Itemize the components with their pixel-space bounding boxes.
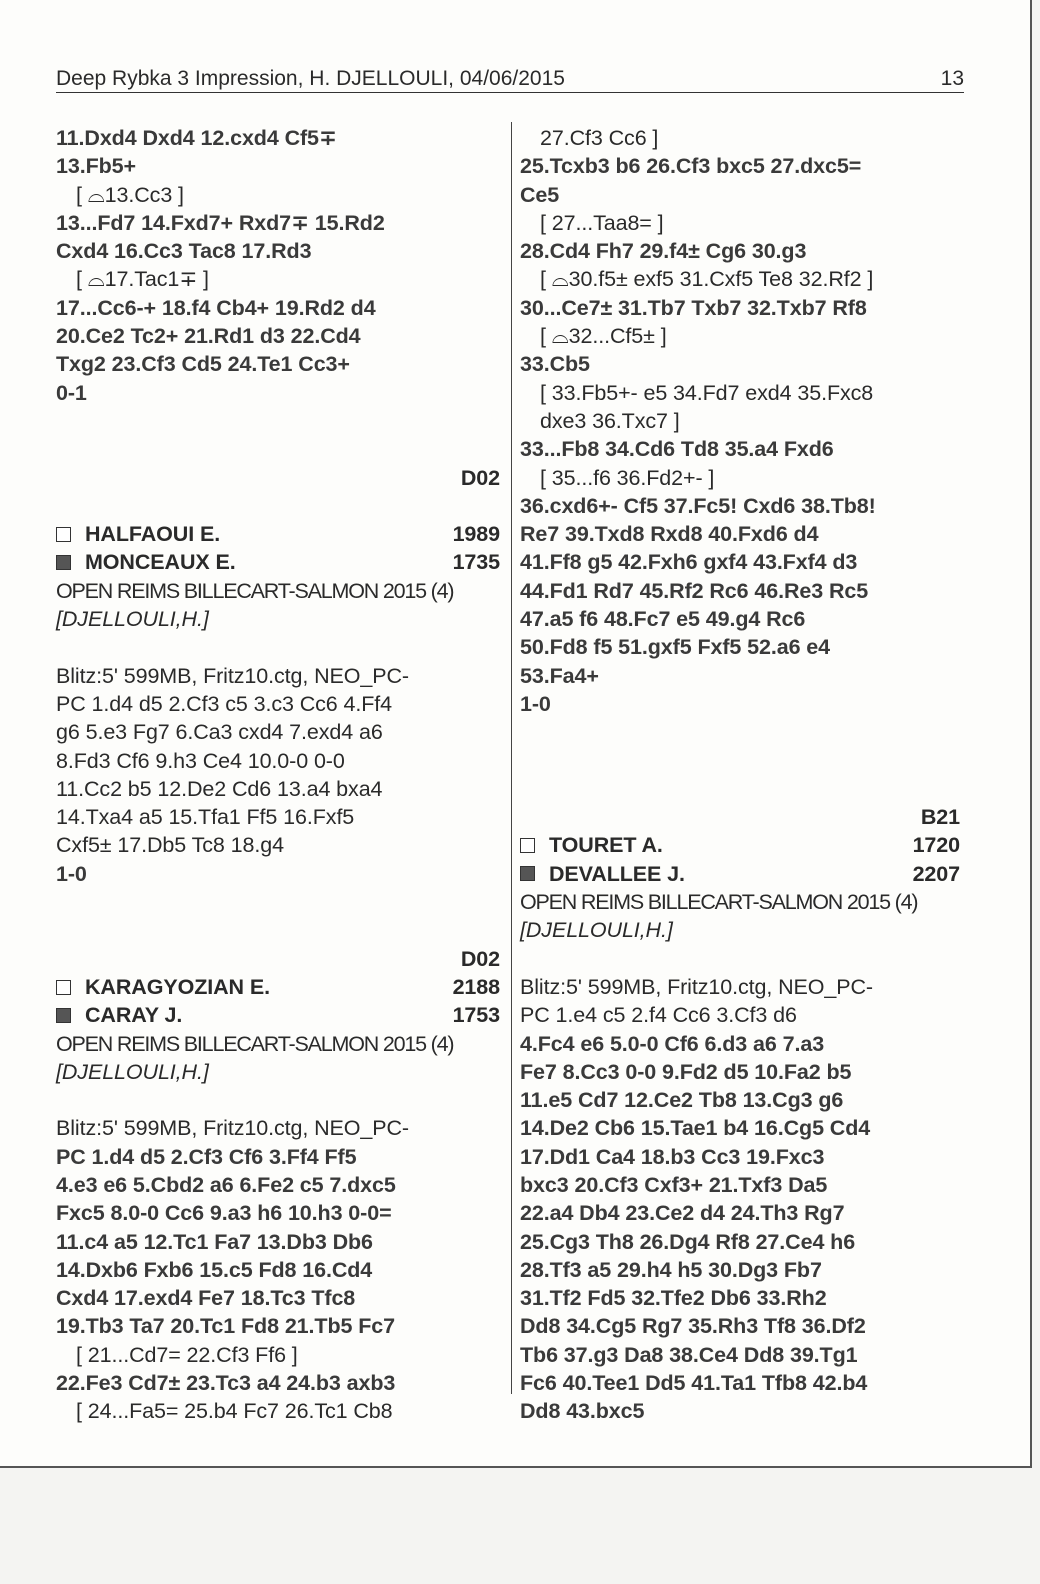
move-line: Cxd4 17.exd4 Fe7 18.Tc3 Tfc8 (56, 1286, 356, 1311)
black-player (520, 860, 960, 888)
move-line: Txg2 23.Cf3 Cd5 24.Te1 Cc3+ (56, 352, 350, 377)
move-line: 11.c4 a5 12.Tc1 Fa7 13.Db3 Db6 (56, 1229, 373, 1254)
move-line: Fxc5 8.0-0 Cc6 9.a3 h6 10.h3 0-0= (56, 1201, 392, 1226)
move-line: g6 5.e3 Fg7 6.Ca3 cxd4 7.exd4 a6 (56, 720, 383, 745)
annotator: [DJELLOULI,H.] (520, 918, 673, 943)
move-line: 22.a4 Db4 23.Ce2 d4 24.Th3 Rg7 (520, 1201, 845, 1226)
move-line: 14.Dxb6 Fxb6 15.c5 Fd8 16.Cd4 (56, 1257, 373, 1282)
game-header-karagyozian-caray (56, 945, 500, 1086)
move-line: Blitz:5' 599MB, Fritz10.ctg, NEO_PC- (56, 663, 409, 688)
move-line: 30...Ce7± 31.Tb7 Txb7 32.Txb7 Rf8 (520, 295, 867, 320)
move-line: 11.Dxd4 Dxd4 12.cxd4 Cf5∓ (56, 126, 337, 150)
white-square-icon (56, 527, 71, 542)
move-line: PC 1.d4 d5 2.Cf3 c5 3.c3 Cc6 4.Ff4 (56, 691, 393, 716)
game-result: 1-0 (520, 691, 551, 716)
move-line: 14.De2 Cb6 15.Tae1 b4 16.Cg5 Cd4 (520, 1116, 871, 1141)
left-column (56, 124, 500, 1426)
white-player-name: TOURET A. (549, 833, 663, 858)
black-player-elo: 1735 (452, 550, 500, 575)
game-result: 0-1 (56, 380, 87, 405)
header-title: Deep Rybka 3 Impression, H. DJELLOULI, 04/06/2015 (56, 67, 565, 90)
move-line: Fe7 8.Cc3 0-0 9.Fd2 d5 10.Fa2 b5 (520, 1059, 852, 1084)
variation-line: [ 35...f6 36.Fd2+- ] (540, 465, 715, 490)
move-line: 22.Fe3 Cd7± 23.Tc3 a4 24.b3 axb3 (56, 1371, 396, 1396)
variation-line: dxe3 36.Txc7 ] (540, 408, 680, 433)
variation-line: [ ⌓13.Cc3 ] (76, 182, 184, 207)
black-player-name: CARAY J. (85, 1003, 183, 1028)
black-player-name: MONCEAUX E. (85, 550, 236, 575)
move-line: 11.Cc2 b5 12.De2 Cd6 13.a4 bxa4 (56, 776, 383, 801)
white-player-elo: 1989 (452, 522, 500, 547)
move-line: Dd8 43.bxc5 (520, 1399, 645, 1424)
white-player (56, 520, 500, 548)
white-player (520, 831, 960, 859)
white-player-name: KARAGYOZIAN E. (85, 974, 270, 999)
variation-line: [ ⌓30.f5± exf5 31.Cxf5 Te8 32.Rf2 ] (540, 267, 874, 292)
move-line: 47.a5 f6 48.Fc7 e5 49.g4 Rc6 (520, 607, 806, 632)
white-player-elo: 2188 (452, 974, 500, 999)
move-line: PC 1.d4 d5 2.Cf3 Cf6 3.Ff4 Ff5 (56, 1144, 357, 1169)
event-name: OPEN REIMS BILLECART-SALMON 2015 (4) (56, 578, 454, 603)
game-moves-karagyozian-caray (56, 1114, 500, 1425)
move-line: 33.Cb5 (520, 352, 590, 377)
move-line: 33...Fb8 34.Cd6 Td8 35.a4 Fxd6 (520, 437, 834, 462)
annotator: [DJELLOULI,H.] (56, 1059, 209, 1084)
move-line: bxc3 20.Cf3 Cxf3+ 21.Txf3 Da5 (520, 1172, 828, 1197)
move-line: 19.Tb3 Ta7 20.Tc1 Fd8 21.Tb5 Fc7 (56, 1314, 395, 1339)
move-line: 36.cxd6+- Cf5 37.Fc5! Cxd6 38.Tb8! (520, 493, 876, 518)
game-moves-touret-devallee (520, 973, 960, 1426)
move-line: 50.Fd8 f5 51.gxf5 Fxf5 52.a6 e4 (520, 635, 831, 660)
move-line: 31.Tf2 Fd5 32.Tfe2 Db6 33.Rh2 (520, 1286, 827, 1311)
game-result: 1-0 (56, 861, 87, 886)
black-player-elo: 2207 (912, 861, 960, 886)
move-line: 53.Fa4+ (520, 663, 599, 688)
variation-line: 27.Cf3 Cc6 ] (540, 126, 659, 150)
move-line: 13...Fd7 14.Fxd7+ Rxd7∓ 15.Rd2 (56, 210, 385, 235)
variation-line: [ 27...Taa8= ] (540, 210, 664, 235)
game-header-halfaoui-monceaux (56, 464, 500, 634)
black-player (56, 548, 500, 576)
game-continued (520, 124, 960, 718)
move-line: 11.e5 Cd7 12.Ce2 Tb8 13.Cg3 g6 (520, 1088, 844, 1113)
move-line: 20.Ce2 Tc2+ 21.Rd1 d3 22.Cd4 (56, 324, 361, 349)
move-line: 25.Tcxb3 b6 26.Cf3 bxc5 27.dxc5= (520, 154, 862, 179)
game-moves-halfaoui-monceaux (56, 662, 500, 888)
move-line: 25.Cg3 Th8 26.Dg4 Rf8 27.Ce4 h6 (520, 1229, 856, 1254)
black-square-icon (56, 555, 71, 570)
page-header (56, 66, 964, 93)
move-line: Re7 39.Txd8 Rxd8 40.Fxd6 d4 (520, 522, 819, 547)
move-line: Blitz:5' 599MB, Fritz10.ctg, NEO_PC- (520, 974, 873, 999)
move-line: 14.Txa4 a5 15.Tfa1 Ff5 16.Fxf5 (56, 805, 355, 830)
move-line: 28.Cd4 Fh7 29.f4± Cg6 30.g3 (520, 239, 807, 264)
move-line: 41.Ff8 g5 42.Fxh6 gxf4 43.Fxf4 d3 (520, 550, 858, 575)
move-line: Cxd4 16.Cc3 Tac8 17.Rd3 (56, 239, 312, 264)
move-line: Tb6 37.g3 Da8 38.Ce4 Dd8 39.Tg1 (520, 1342, 858, 1367)
black-player (56, 1001, 500, 1029)
move-line: 4.e3 e6 5.Cbd2 a6 6.Fe2 c5 7.dxc5 (56, 1172, 396, 1197)
white-square-icon (56, 980, 71, 995)
black-square-icon (56, 1008, 71, 1023)
annotator: [DJELLOULI,H.] (56, 607, 209, 632)
black-player-elo: 1753 (452, 1003, 500, 1028)
eco-code: D02 (460, 946, 500, 971)
black-square-icon (520, 866, 535, 881)
variation-line: [ ⌓17.Tac1∓ ] (76, 267, 209, 292)
move-line: 4.Fc4 e6 5.0-0 Cf6 6.d3 a6 7.a3 (520, 1031, 825, 1056)
page-number: 13 (940, 67, 964, 90)
eco-code: B21 (920, 805, 960, 830)
column-divider (511, 122, 512, 1394)
move-line: 17...Cc6-+ 18.f4 Cb4+ 19.Rd2 d4 (56, 295, 376, 320)
game-continued (56, 124, 500, 407)
right-column (520, 124, 960, 1426)
variation-line: [ 33.Fb5+- e5 34.Fd7 exd4 35.Fxc8 (540, 380, 874, 405)
move-line: 28.Tf3 a5 29.h4 h5 30.Dg3 Fb7 (520, 1257, 822, 1282)
move-line: PC 1.e4 c5 2.f4 Cc6 3.Cf3 d6 (520, 1003, 797, 1028)
eco-code: D02 (460, 465, 500, 490)
move-line: Dd8 34.Cg5 Rg7 35.Rh3 Tf8 36.Df2 (520, 1314, 866, 1339)
move-line: Blitz:5' 599MB, Fritz10.ctg, NEO_PC- (56, 1116, 409, 1141)
event-name: OPEN REIMS BILLECART-SALMON 2015 (4) (520, 890, 918, 915)
move-line: Ce5 (520, 182, 560, 207)
move-line: 13.Fb5+ (56, 154, 136, 179)
move-line: 8.Fd3 Cf6 9.h3 Ce4 10.0-0 0-0 (56, 748, 345, 773)
move-line: 44.Fd1 Rd7 45.Rf2 Rc6 46.Re3 Rc5 (520, 578, 869, 603)
black-player-name: DEVALLEE J. (549, 861, 685, 886)
move-line: 17.Dd1 Ca4 18.b3 Cc3 19.Fxc3 (520, 1144, 825, 1169)
variation-line: [ 21...Cd7= 22.Cf3 Ff6 ] (76, 1342, 298, 1367)
variation-line: [ 24...Fa5= 25.b4 Fc7 26.Tc1 Cb8 (76, 1399, 393, 1424)
variation-line: [ ⌓32...Cf5± ] (540, 324, 667, 349)
game-header-touret-devallee (520, 803, 960, 944)
white-player (56, 973, 500, 1001)
white-player-elo: 1720 (912, 833, 960, 858)
white-square-icon (520, 838, 535, 853)
white-player-name: HALFAOUI E. (85, 522, 221, 547)
event-name: OPEN REIMS BILLECART-SALMON 2015 (4) (56, 1031, 454, 1056)
move-line: Fc6 40.Tee1 Dd5 41.Ta1 Tfb8 42.b4 (520, 1371, 868, 1396)
move-line: Cxf5± 17.Db5 Tc8 18.g4 (56, 833, 284, 858)
